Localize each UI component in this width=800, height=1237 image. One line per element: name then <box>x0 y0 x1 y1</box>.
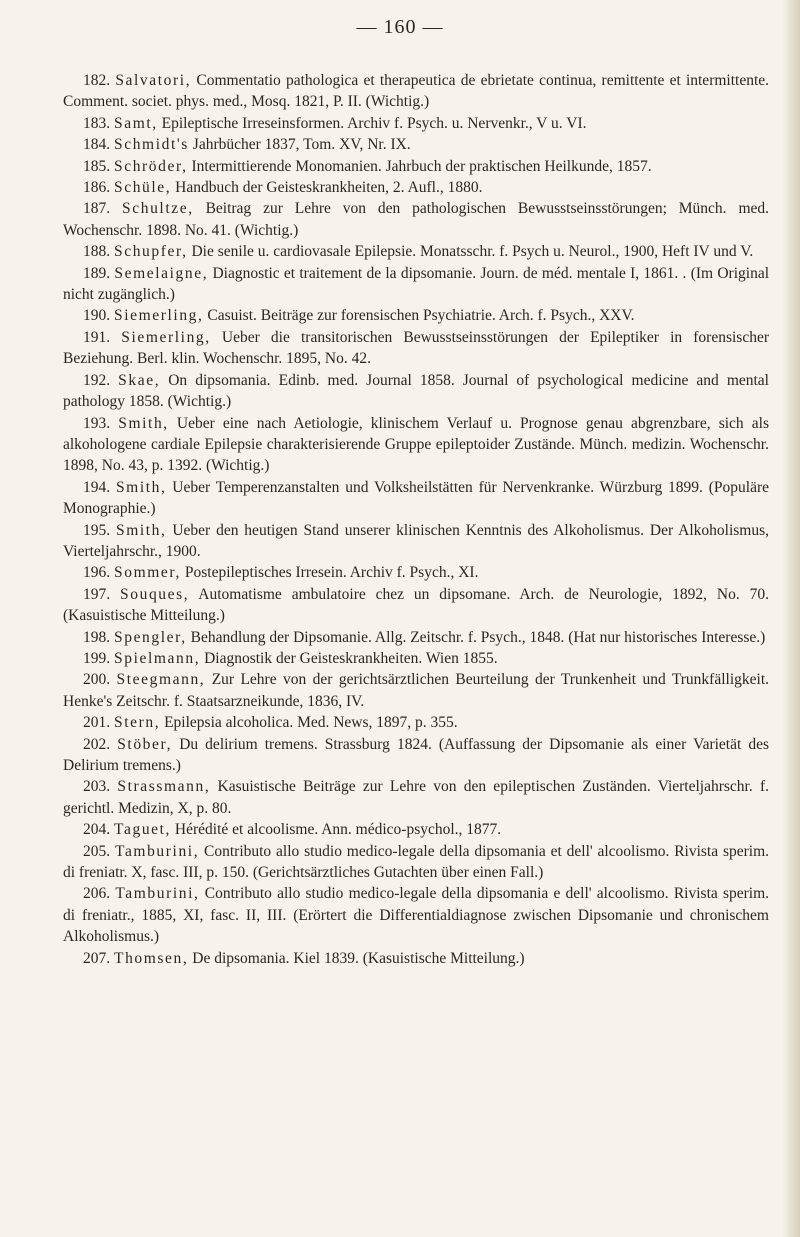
bibliography-entry <box>63 134 769 155</box>
entry-text: Hérédité et alcoolisme. Ann. médico-psychol., 1877. <box>174 821 502 839</box>
entry-number: 188. <box>83 243 111 261</box>
entry-text: Jahrbücher 1837, Tom. XV, Nr. IX. <box>192 136 411 154</box>
entry-text: Contributo allo studio medico-legale della dipsomania et dell' alcoolismo. Rivista sperim. di freniatr. X, fasc. III, p. 150. (Gerichtsärztliches Gutachten über einen Fall.) <box>63 842 769 882</box>
page-edge-shadow <box>782 0 800 1237</box>
entry-text: Handbuch der Geisteskrankheiten, 2. Aufl., 1880. <box>175 179 483 197</box>
bibliography-entry <box>63 370 769 413</box>
entry-author: Semelaigne, <box>114 264 209 282</box>
entry-author: Spielmann, <box>114 649 201 667</box>
entry-author: Tamburini, <box>115 885 200 903</box>
entry-number: 195. <box>83 521 111 539</box>
entry-author: Stöber, <box>117 735 173 753</box>
entry-author: Spengler, <box>114 628 187 646</box>
entry-number: 192. <box>83 371 111 389</box>
entry-text: Commentatio pathologica et therapeutica de ebrietate continua, remittente et intermittente. Comment. societ. phys. med., Mosq. 1821, P. II. (Wichtig.) <box>63 72 770 111</box>
entry-number: 200. <box>83 671 111 689</box>
entry-number: 205. <box>83 842 111 860</box>
entry-author: Smith, <box>115 521 167 539</box>
entry-text: Die senile u. cardiovasale Epilepsie. Monatsschr. f. Psych u. Neurol., 1900, Heft IV und V. <box>191 243 754 261</box>
page-number: — 160 — <box>356 16 444 38</box>
entry-text: De dipsomania. Kiel 1839. (Kasuistische Mitteilung.) <box>192 949 525 967</box>
bibliography-entry <box>63 477 769 520</box>
entry-text: Epilepsia alcoholica. Med. News, 1897, p. 355. <box>164 714 458 732</box>
entry-author: Schupfer, <box>114 243 188 261</box>
entry-author: Samt, <box>114 114 158 132</box>
bibliography-entry <box>63 712 769 733</box>
bibliography-entry <box>63 648 769 669</box>
entry-number: 199. <box>83 649 111 667</box>
entry-number: 184. <box>83 136 111 154</box>
entry-text: Ueber eine nach Aetiologie, klinischem Verlauf u. Prognose genau abgrenzbare, sich als alkohologene cardiale Epilepsie charakterisierende Gruppe epileptoider Zustände. Münch. medizin. Wochenschr. 1898, No. 43, p. 1392. (Wichtig.) <box>63 414 770 475</box>
entry-number: 187. <box>83 200 111 218</box>
entry-number: 193. <box>83 414 111 432</box>
entry-author: Steegmann, <box>116 671 206 689</box>
entry-text: Postepileptisches Irresein. Archiv f. Psych., XI. <box>184 564 479 582</box>
entry-number: 194. <box>83 478 111 496</box>
bibliography-entry <box>63 627 769 648</box>
bibliography-entry <box>63 198 769 241</box>
entry-number: 191. <box>83 328 111 346</box>
entry-number: 204. <box>83 821 111 839</box>
entry-text: Automatisme ambulatoire chez un dipsomane. Arch. de Neurologie, 1892, No. 70. (Kasuistische Mitteilung.) <box>63 585 769 625</box>
entry-author: Sommer, <box>114 564 181 582</box>
entry-text: Ueber Temperenzanstalten und Volksheilstätten für Nervenkranke. Würzburg 1899. (Populäre Monographie.) <box>63 478 770 518</box>
entry-number: 201. <box>83 714 111 732</box>
entry-number: 202. <box>83 735 111 753</box>
entry-author: Skae, <box>118 371 161 389</box>
entry-number: 182. <box>83 72 111 89</box>
entry-author: Smith, <box>115 478 167 496</box>
bibliography-entry <box>63 327 769 370</box>
entry-author: Stern, <box>114 714 161 732</box>
entry-number: 196. <box>83 564 111 582</box>
entry-number: 183. <box>83 114 111 132</box>
entry-text: Diagnostik der Geisteskrankheiten. Wien 1855. <box>204 649 498 667</box>
bibliography-entry <box>63 734 769 777</box>
entry-number: 203. <box>83 778 111 796</box>
bibliography-entry <box>63 263 769 306</box>
entry-text: On dipsomania. Edinb. med. Journal 1858. Journal of psychological medicine and mental pathology 1858. (Wichtig.) <box>63 371 769 411</box>
entry-text: Kasuistische Beiträge zur Lehre von den epileptischen Zuständen. Vierteljahrschr. f. gerichtl. Medizin, X, p. 80. <box>63 778 770 817</box>
entry-number: 198. <box>83 628 111 646</box>
entry-author: Smith, <box>118 414 169 432</box>
entry-number: 207. <box>83 949 111 967</box>
bibliography-entry <box>63 841 769 884</box>
bibliography-entry <box>63 177 769 198</box>
entry-author: Siemerling, <box>114 307 204 325</box>
entry-text: Du delirium tremens. Strassburg 1824. (Auffassung der Dipsomanie als einer Varietät des Delirium tremens.) <box>63 735 770 774</box>
bibliography-entry <box>63 241 769 262</box>
bibliography-entry <box>63 520 769 563</box>
entry-author: Strassmann, <box>117 778 211 796</box>
entry-text: Casuist. Beiträge zur forensischen Psychiatrie. Arch. f. Psych., XXV. <box>207 307 635 325</box>
bibliography-entry <box>63 883 769 947</box>
bibliography-entry <box>63 776 769 819</box>
entry-author: Schröder, <box>114 157 188 175</box>
bibliography-entry <box>63 819 769 840</box>
entry-text: Epileptische Irreseinsformen. Archiv f. Psych. u. Nervenkr., V u. VI. <box>161 114 587 132</box>
entry-author: Salvatori, <box>115 72 192 89</box>
entry-number: 206. <box>83 885 111 903</box>
entry-author: Schultze, <box>122 200 194 218</box>
entry-author: Taguet, <box>114 821 172 839</box>
entry-author: Schmidt's <box>114 136 189 154</box>
bibliography-entry <box>63 948 769 969</box>
entry-text: Diagnostic et traitement de la dipsomanie. Journ. de méd. mentale I, 1861. . (Im Original nicht zugänglich.) <box>63 264 770 304</box>
entry-text: Behandlung der Dipsomanie. Allg. Zeitschr. f. Psych., 1848. (Hat nur historisches Interesse.) <box>190 628 766 646</box>
entry-author: Schüle, <box>114 179 172 197</box>
entry-number: 185. <box>83 157 111 175</box>
bibliography-entry <box>63 669 769 712</box>
bibliography-entry <box>63 413 769 477</box>
bibliography-entry <box>63 562 769 583</box>
bibliography-entry <box>63 305 769 326</box>
entry-author: Souques, <box>120 585 190 603</box>
bibliography-entry <box>63 70 769 113</box>
entry-author: Tamburini, <box>114 842 200 860</box>
entry-number: 189. <box>83 264 111 282</box>
entry-text: Ueber die transitorischen Bewusstseinsstörungen der Epileptiker in forensischer Beziehung. Berl. klin. Wochenschr. 1895, No. 42. <box>63 328 770 368</box>
entry-author: Thomsen, <box>114 949 189 967</box>
entry-text: Contributo allo studio medico-legale della dipsomania e dell' alcoolismo. Rivista sperim. di freniatr., 1885, XI, fasc. II, III. (Erörtert die Differentialdiagnose zwischen Dipsomanie und chronischem Alkoholismus.) <box>63 885 770 946</box>
entry-text: Zur Lehre von der gerichtsärztlichen Beurteilung der Trunkenheit und Trunkfälligkeit. Henke's Zeitschr. f. Staatsarzneikunde, 1836, IV. <box>63 671 770 710</box>
bibliography-entry <box>63 584 769 627</box>
entry-number: 197. <box>83 585 111 603</box>
entry-text: Ueber den heutigen Stand unserer klinischen Kenntnis des Alkoholismus. Der Alkoholismus, Vierteljahrschr., 1900. <box>63 521 770 560</box>
entry-author: Siemerling, <box>121 328 211 346</box>
entry-text: Intermittierende Monomanien. Jahrbuch der praktischen Heilkunde, 1857. <box>191 157 652 175</box>
entry-text: Beitrag zur Lehre von den pathologischen Bewusstseinsstörungen; Münch. med. Wochenschr. 1898. No. 41. (Wichtig.) <box>63 200 770 239</box>
bibliography-entry <box>63 156 769 177</box>
bibliography-entry <box>63 113 769 134</box>
bibliography-list <box>63 70 769 969</box>
entry-number: 190. <box>83 307 111 325</box>
entry-number: 186. <box>83 179 111 197</box>
